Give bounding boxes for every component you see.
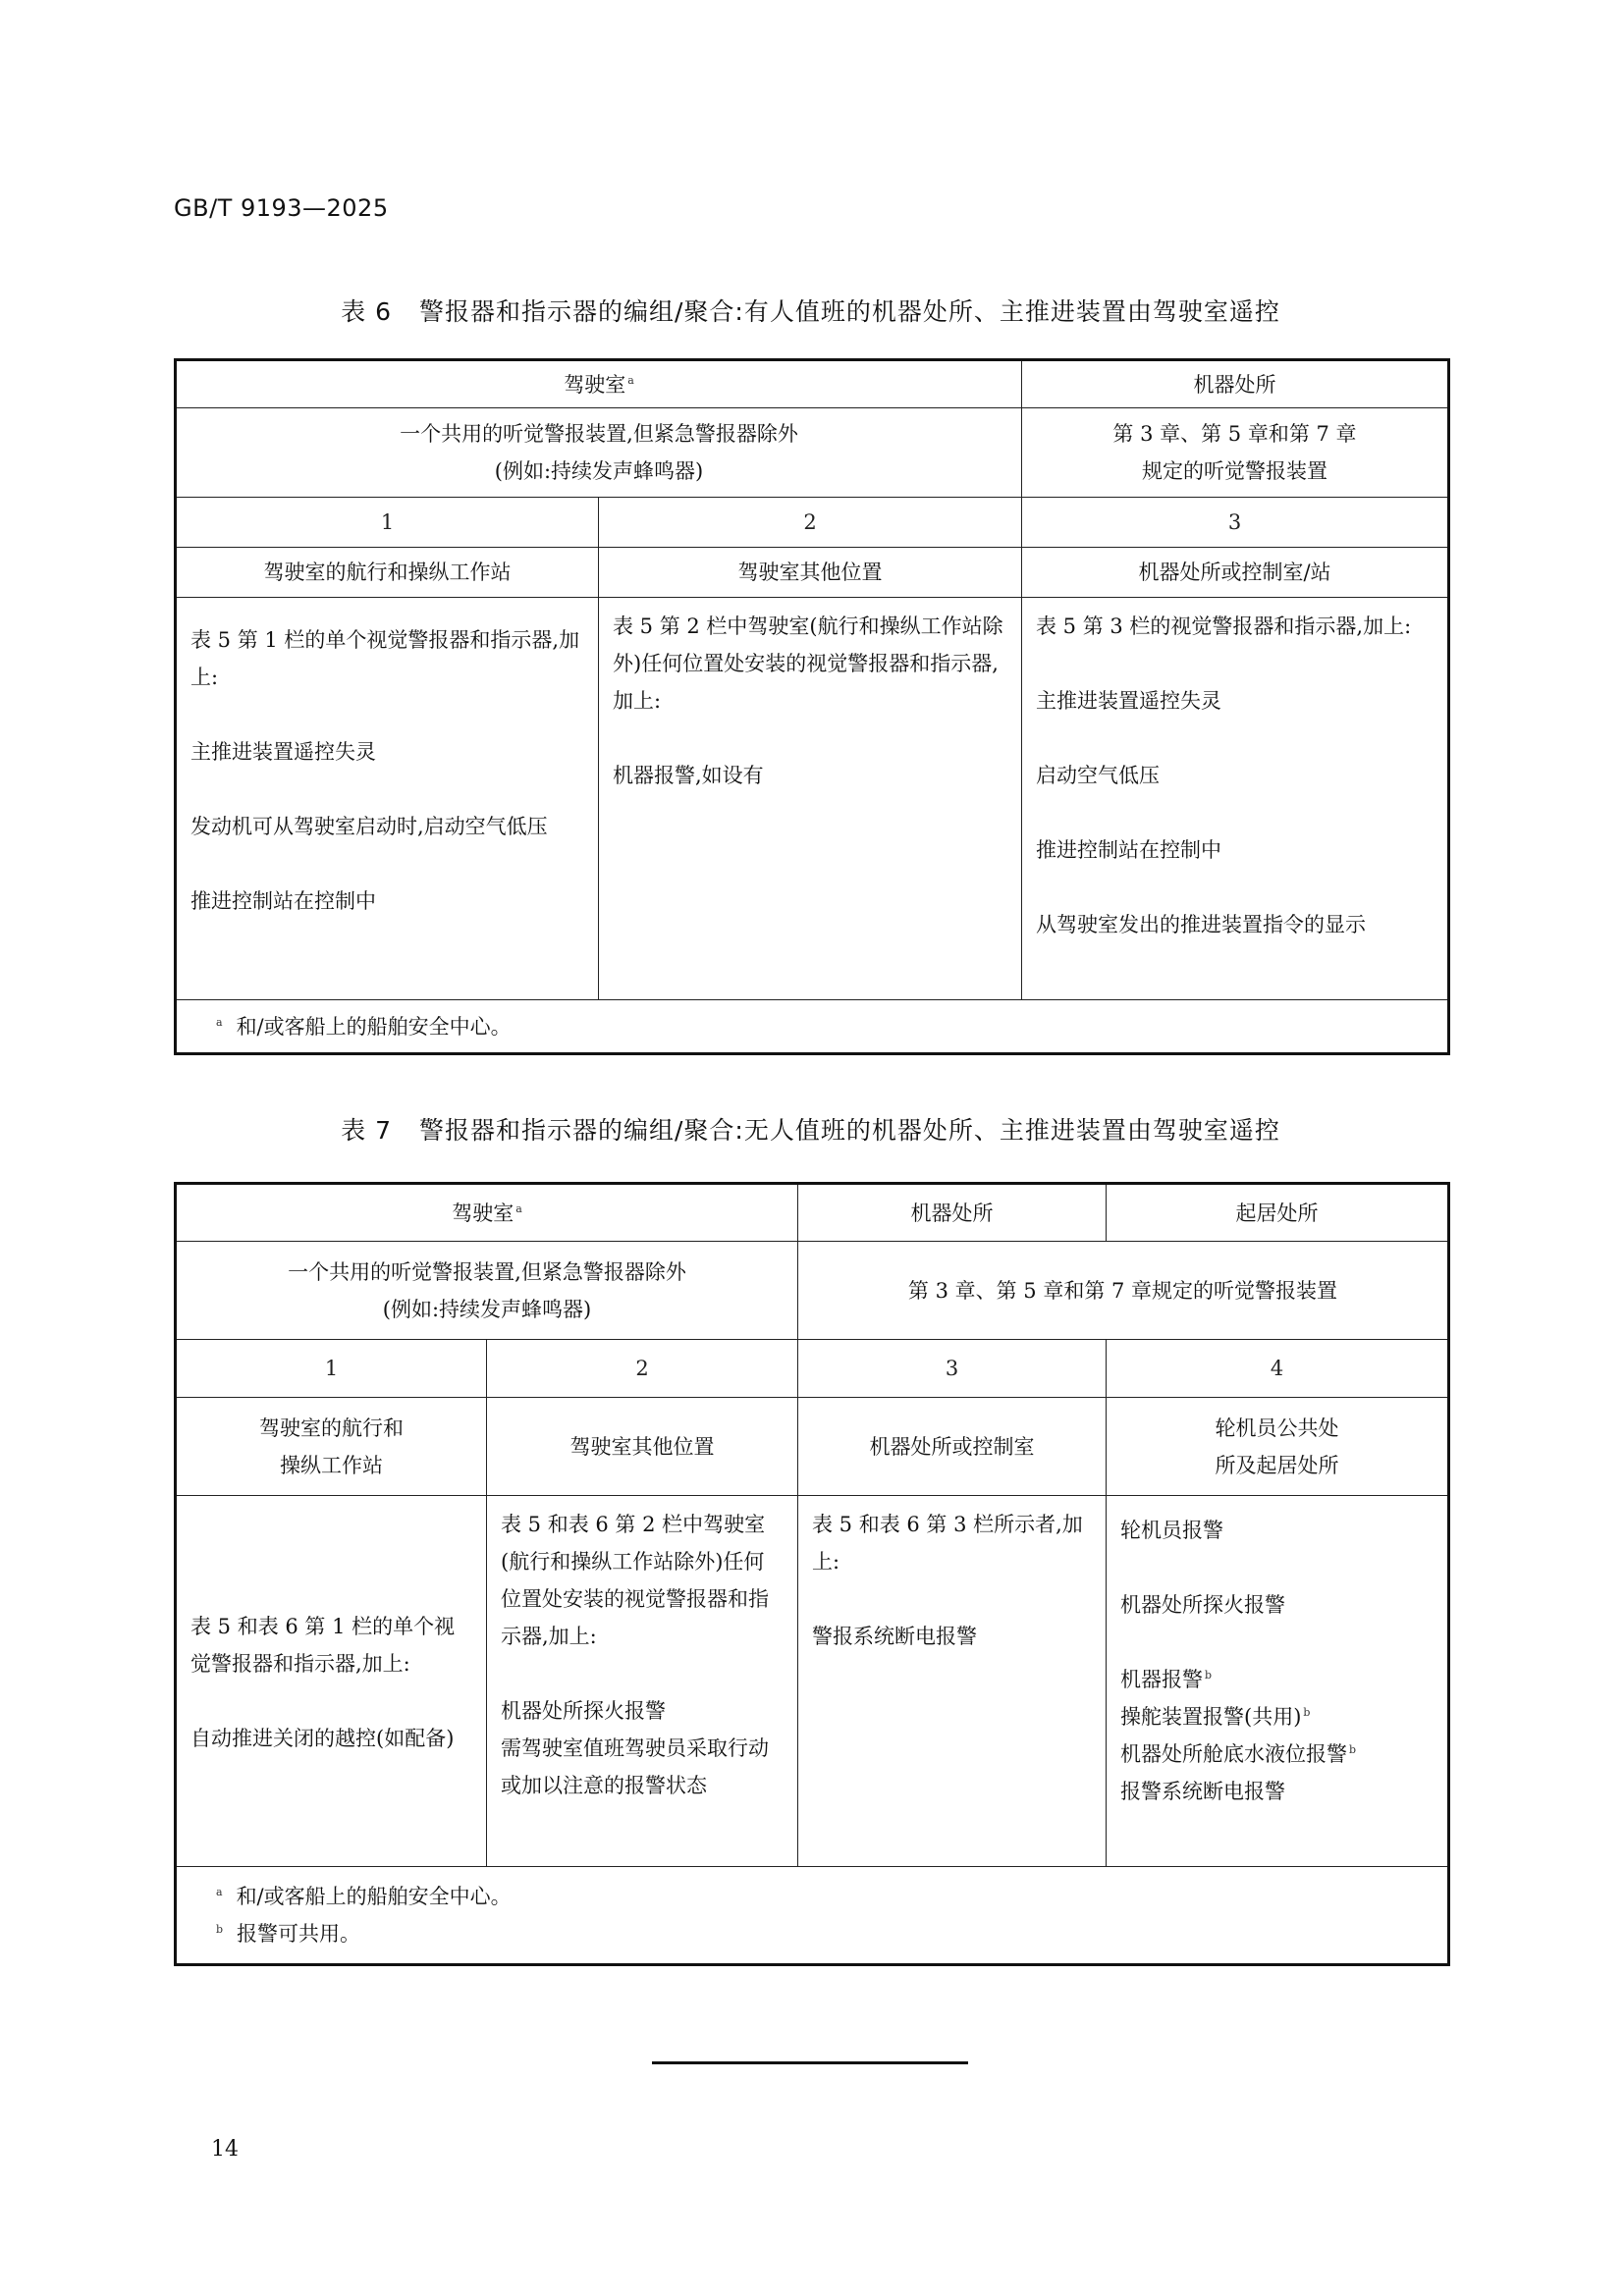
table6 (174, 358, 1450, 1055)
table7-audible-engine: 第 3 章、第 5 章和第 7 章规定的听觉警报装置 (798, 1242, 1449, 1340)
table6-title: 警报器和指示器的编组/聚合:有人值班的机器处所、主推进装置由驾驶室遥控 (419, 297, 1280, 326)
table6-col3-item: 启动空气低压 (1036, 764, 1160, 787)
table6-col3-item: 推进控制站在控制中 (1036, 838, 1221, 862)
table6-coltitle-3: 机器处所或控制室/站 (1022, 548, 1449, 598)
table7-col2-item: 需驾驶室值班驾驶员采取行动或加以注意的报警状态 (501, 1736, 769, 1797)
table6-col2-item: 机器报警,如设有 (613, 764, 764, 787)
table7-group-header-row (176, 1184, 1449, 1242)
table6-col2-intro: 表 5 第 2 栏中驾驶室(航行和操纵工作站除外)任何位置处安装的视觉警报器和指示器,加上: (613, 614, 1003, 713)
table7-colnum-1: 1 (176, 1340, 487, 1398)
table6-column-number-row (176, 498, 1449, 548)
table6-column-title-row (176, 548, 1449, 598)
table7-column-title-row (176, 1398, 1449, 1496)
table7-header-engine-room: 机器处所 (798, 1184, 1107, 1242)
table7-header-accommodation: 起居处所 (1107, 1184, 1449, 1242)
table7-coltitle-1: 驾驶室的航行和 操纵工作站 (176, 1398, 487, 1496)
table7-coltitle-2: 驾驶室其他位置 (487, 1398, 798, 1496)
table6-col3-item: 主推进装置遥控失灵 (1036, 689, 1221, 713)
table6-notes-row (176, 1000, 1449, 1054)
table6-coltitle-1: 驾驶室的航行和操纵工作站 (176, 548, 599, 598)
table6-col1-item: 主推进装置遥控失灵 (190, 740, 376, 764)
table7-col4-item: 操舵装置报警(共用) $^b$ (1120, 1705, 1311, 1729)
table6-col1-body (176, 598, 599, 1000)
table7-colnum-3: 3 (798, 1340, 1107, 1398)
table6-col1-item: 推进控制站在控制中 (190, 889, 376, 913)
table7-colnum-2: 2 (487, 1340, 798, 1398)
table7 (174, 1182, 1450, 1966)
table7-col3-item: 警报系统断电报警 (812, 1625, 977, 1648)
table7-number: 表 7 (341, 1116, 392, 1145)
table7-col2-body (487, 1496, 798, 1867)
table6-colnum-3: 3 (1022, 498, 1449, 548)
table6-col1-item: 发动机可从驾驶室启动时,启动空气低压 (190, 815, 548, 838)
table6-col1-intro: 表 5 第 1 栏的单个视觉警报器和指示器,加上: (190, 628, 580, 689)
table7-col1-body (176, 1496, 487, 1867)
table6-audible-engine: 第 3 章、第 5 章和第 7 章 规定的听觉警报装置 (1022, 408, 1449, 498)
table7-col4-body (1107, 1496, 1449, 1867)
table7-body-row (176, 1496, 1449, 1867)
table6-coltitle-2: 驾驶室其他位置 (599, 548, 1022, 598)
table6-col2-body (599, 598, 1022, 1000)
table7-col3-intro: 表 5 和表 6 第 3 栏所示者,加上: (812, 1513, 1083, 1574)
table7-colnum-4: 4 (1107, 1340, 1449, 1398)
table7-note-b: $^b$ 报警可共用。 (216, 1922, 361, 1946)
table6-notes (176, 1000, 1449, 1054)
table7-note-a: $^a$ 和/或客船上的船舶安全中心。 (216, 1885, 512, 1908)
table7-col1-item: 自动推进关闭的越控(如配备) (190, 1726, 455, 1750)
end-of-text-rule (652, 2061, 968, 2064)
table6-col3-item: 从驾驶室发出的推进装置指令的显示 (1036, 913, 1366, 936)
table7-header-bridge: 驾驶室 $^a$ (176, 1184, 798, 1242)
footnote-mark-a: a (515, 1201, 522, 1215)
footnote-mark-a: a (627, 373, 634, 387)
table6-note-a: $^a$ 和/或客船上的船舶安全中心。 (216, 1014, 512, 1039)
table7-col4-item: 机器报警 $^b$ (1120, 1668, 1213, 1691)
table6-audible-bridge: 一个共用的听觉警报装置,但紧急警报器除外 (例如:持续发声蜂鸣器) (176, 408, 1022, 498)
table6-body-row (176, 598, 1449, 1000)
table7-col4-item: 机器处所探火报警 (1120, 1593, 1285, 1617)
table7-coltitle-4: 轮机员公共处 所及起居处所 (1107, 1398, 1449, 1496)
table6-audible-row (176, 408, 1449, 498)
table6-col3-body (1022, 598, 1449, 1000)
table7-notes-row (176, 1867, 1449, 1965)
table6-number: 表 6 (341, 297, 392, 326)
table7-coltitle-3: 机器处所或控制室 (798, 1398, 1107, 1496)
table7-col2-item: 机器处所探火报警 (501, 1699, 666, 1723)
table7-audible-row (176, 1242, 1449, 1340)
table7-col4-item: 轮机员报警 (1120, 1519, 1223, 1542)
table7-col4-item: 报警系统断电报警 (1120, 1780, 1285, 1803)
table7-col2-intro: 表 5 和表 6 第 2 栏中驾驶室(航行和操纵工作站除外)任何位置处安装的视觉警报器和指示器,加上: (501, 1513, 769, 1648)
table7-column-number-row (176, 1340, 1449, 1398)
table7-notes (176, 1867, 1449, 1965)
table7-col3-body (798, 1496, 1107, 1867)
table7-col1-intro: 表 5 和表 6 第 1 栏的单个视觉警报器和指示器,加上: (190, 1614, 456, 1676)
table6-colnum-2: 2 (599, 498, 1022, 548)
table6-caption (174, 293, 1447, 328)
table6-col3-intro: 表 5 第 3 栏的视觉警报器和指示器,加上: (1036, 614, 1412, 638)
table6-header-engine-room: 机器处所 (1022, 360, 1449, 408)
page-number: 14 (211, 2137, 239, 2162)
table7-col4-item: 机器处所舱底水液位报警 $^b$ (1120, 1742, 1357, 1766)
standard-code: GB/T 9193—2025 (174, 194, 389, 222)
table6-colnum-1: 1 (176, 498, 599, 548)
table7-audible-bridge: 一个共用的听觉警报装置,但紧急警报器除外 (例如:持续发声蜂鸣器) (176, 1242, 798, 1340)
table6-group-header-row (176, 360, 1449, 408)
table7-caption (174, 1111, 1447, 1147)
table7-title: 警报器和指示器的编组/聚合:无人值班的机器处所、主推进装置由驾驶室遥控 (419, 1116, 1280, 1145)
table6-header-bridge: 驾驶室 $^a$ (176, 360, 1022, 408)
